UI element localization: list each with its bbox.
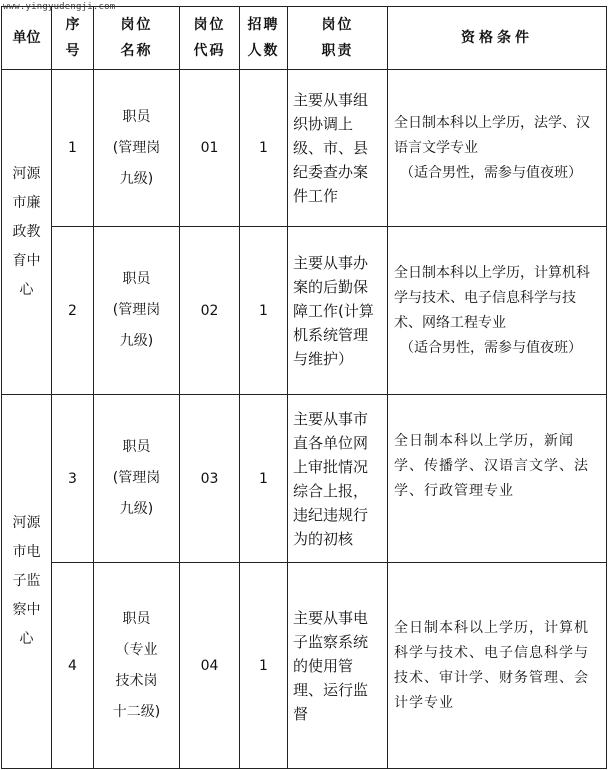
duties-cell: 主要从事组织协调上级、市、县纪委查办案件工作 (288, 70, 388, 227)
post-name-cell: 职员 (管理岗 九级) (94, 227, 180, 395)
hire-count-cell: 1 (240, 395, 288, 563)
seq-cell: 4 (52, 563, 94, 769)
post-code-cell: 03 (180, 395, 240, 563)
seq-cell: 3 (52, 395, 94, 563)
post-code-cell: 01 (180, 70, 240, 227)
duties-cell: 主要从事办案的后勤保障工作(计算机系统管理与维护） (288, 227, 388, 395)
qualifications-cell: 全日制本科以上学历，计算机科学与技术、电子信息科学与技术、审计学、财务管理、会计学专业 (388, 563, 607, 769)
header-seq: 序号 (52, 7, 94, 70)
post-name-cell: 职员 (管理岗 九级) (94, 70, 180, 227)
table-row (2, 227, 607, 395)
unit-cell-2: 河源市电子监察中心 (2, 395, 52, 769)
recruitment-table (1, 6, 607, 769)
seq-cell: 2 (52, 227, 94, 395)
table-row (2, 563, 607, 769)
table-row (2, 70, 607, 227)
header-post-code: 岗位代码 (180, 7, 240, 70)
post-code-cell: 02 (180, 227, 240, 395)
qualifications-cell: 全日制本科以上学历，法学、汉语言文学专业 （适合男性，需参与值夜班） (388, 70, 607, 227)
qualifications-cell: 全日制本科以上学历，计算机科学与技术、电子信息科学与技术、网络工程专业 （适合男性，需参与值夜班） (388, 227, 607, 395)
hire-count-cell: 1 (240, 227, 288, 395)
duties-cell: 主要从事电子监察系统的使用管理、运行监督 (288, 563, 388, 769)
hire-count-cell: 1 (240, 70, 288, 227)
unit-cell-1: 河源市廉政教育中心 (2, 70, 52, 395)
header-post-name: 岗位名称 (94, 7, 180, 70)
qualifications-cell: 全日制本科以上学历，新闻学、传播学、汉语言文学、法学、行政管理专业 (388, 395, 607, 563)
header-row (2, 7, 607, 70)
header-duties: 岗位职责 (288, 7, 388, 70)
table-row (2, 395, 607, 563)
watermark-text: www.yingyudengji.com (3, 2, 116, 12)
header-unit: 单位 (2, 7, 52, 70)
seq-cell: 1 (52, 70, 94, 227)
header-hire-count: 招聘人数 (240, 7, 288, 70)
post-name-cell: 职员 (管理岗 九级) (94, 395, 180, 563)
post-code-cell: 04 (180, 563, 240, 769)
duties-cell: 主要从事市直各单位网上审批情况综合上报，违纪违规行为的初核 (288, 395, 388, 563)
hire-count-cell: 1 (240, 563, 288, 769)
header-qualifications: 资格条件 (388, 7, 607, 70)
post-name-cell: 职员 （专业 技术岗 十二级) (94, 563, 180, 769)
